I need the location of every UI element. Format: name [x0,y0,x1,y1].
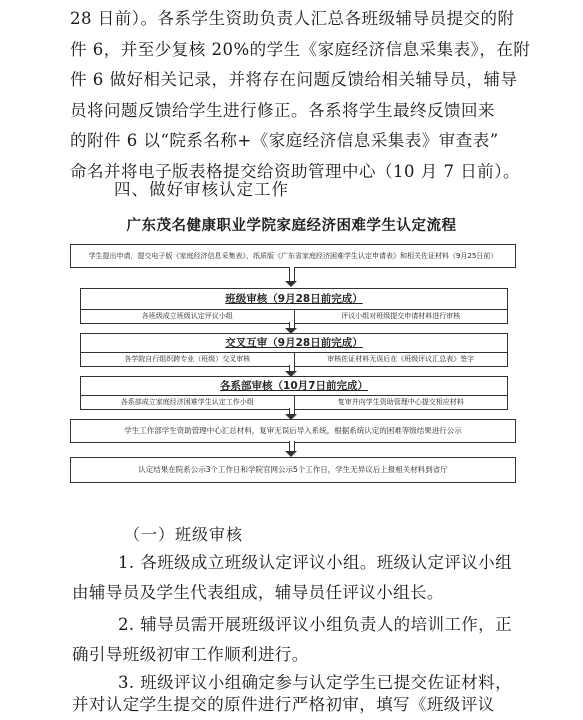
body-paragraph-2 [118,610,512,640]
subsection-heading: （一）班级审核 [124,525,244,544]
paragraph-top [70,4,569,188]
stage-left-text: 各系部成立家庭经济困难学生认定工作小组 [81,396,295,409]
text-line: 1. 各班级成立班级认定评议小组。班级认定评议小组 [118,553,512,572]
stage-left-text: 各学院自行组织跨专业（班级）交叉审核 [81,353,295,366]
stage-right-text: 评议小组对班级提交申请材料进行审核 [341,312,461,320]
stage-right-text: 复审并向学生资助管理中心提交相应材料 [337,398,464,406]
stage-deadline: （10月7日前完成） [272,380,368,392]
flow-step-cross-review [80,333,508,367]
stage-title [81,291,507,306]
flow-arrow [285,267,297,287]
stage-split [81,309,507,323]
text-line: 2. 辅导员需开展班级评议小组负责人的培训工作，正 [118,615,512,634]
body-paragraph-3-cont [72,690,495,720]
flow-step-text: 学生工作部学生资助管理中心汇总材料，复审无误后导入系统，根据系统认定的困难等级结果进行公示 [124,426,462,435]
body-paragraph-2-cont [72,640,309,670]
stage-split [81,352,507,366]
stage-deadline: （9月28日前完成） [267,293,363,305]
stage-title [81,335,507,350]
stage-right-text: 审核佐证材料无误后在《班级评议汇总表》签字 [327,355,475,363]
text-line: 3. 班级评议小组确定参与认定学生已提交佐证材料， [118,673,512,692]
stage-deadline: （9月28日前完成） [267,337,363,349]
text-line: 确引导班级初审工作顺利进行。 [72,645,309,664]
text-line: 的附件 6 以“院系名称+《家庭经济信息采集表》审查表” [70,131,499,151]
flow-step-text: 认定结果在院系公示3个工作日和学院官网公示5个工作日，学生无异议后上报相关材料到省厅 [138,465,448,474]
flow-step-text: 学生提出申请，提交电子版《家庭经济信息采集表》，纸质版《广东省家庭经济困难学生认定申请表》和相关佐证材料（9月25日前） [88,252,498,260]
text-line: 命名并将电子版表格提交给资助管理中心（10 月 7 日前）。 [70,161,520,181]
stage-left-text: 各班级成立班级认定评议小组 [81,310,295,323]
text-line: 28 日前）。各系学生资助负责人汇总各班级辅导员提交的附 [70,9,515,28]
flow-step-department-review [80,376,508,410]
flow-step-center-summary [70,419,516,443]
stage-title [81,378,507,393]
text-line: 件 6 做好相关记录，并将存在问题反馈给相关辅导员，辅导 [70,70,518,90]
stage-split [81,395,507,409]
stage-title-main: 各系部审核 [220,380,273,392]
flow-step-class-review [80,288,508,324]
section-four-heading: 四、做好审核认定工作 [114,180,289,199]
body-paragraph-1-cont [72,578,444,608]
stage-title-main: 班级审核 [225,293,268,305]
flowchart-title: 广东茂名健康职业学院家庭经济困难学生认定流程 [126,218,457,234]
body-paragraph-1 [118,548,512,578]
stage-title-main: 交叉互审 [225,337,268,349]
flow-arrow [285,441,297,457]
flow-step-application [70,244,516,268]
text-line: 并对认定学生提交的原件进行严格初审，填写《班级评议 [72,695,495,714]
text-line: 由辅导员及学生代表组成，辅导员任评议小组长。 [72,583,444,602]
text-line: 员将问题反馈给学生进行修正。各系将学生最终反馈回来 [70,100,495,120]
flow-step-publicity [70,457,516,483]
text-line: 件 6，并至少复核 20%的学生《家庭经济信息采集表》，在附 [70,39,531,59]
